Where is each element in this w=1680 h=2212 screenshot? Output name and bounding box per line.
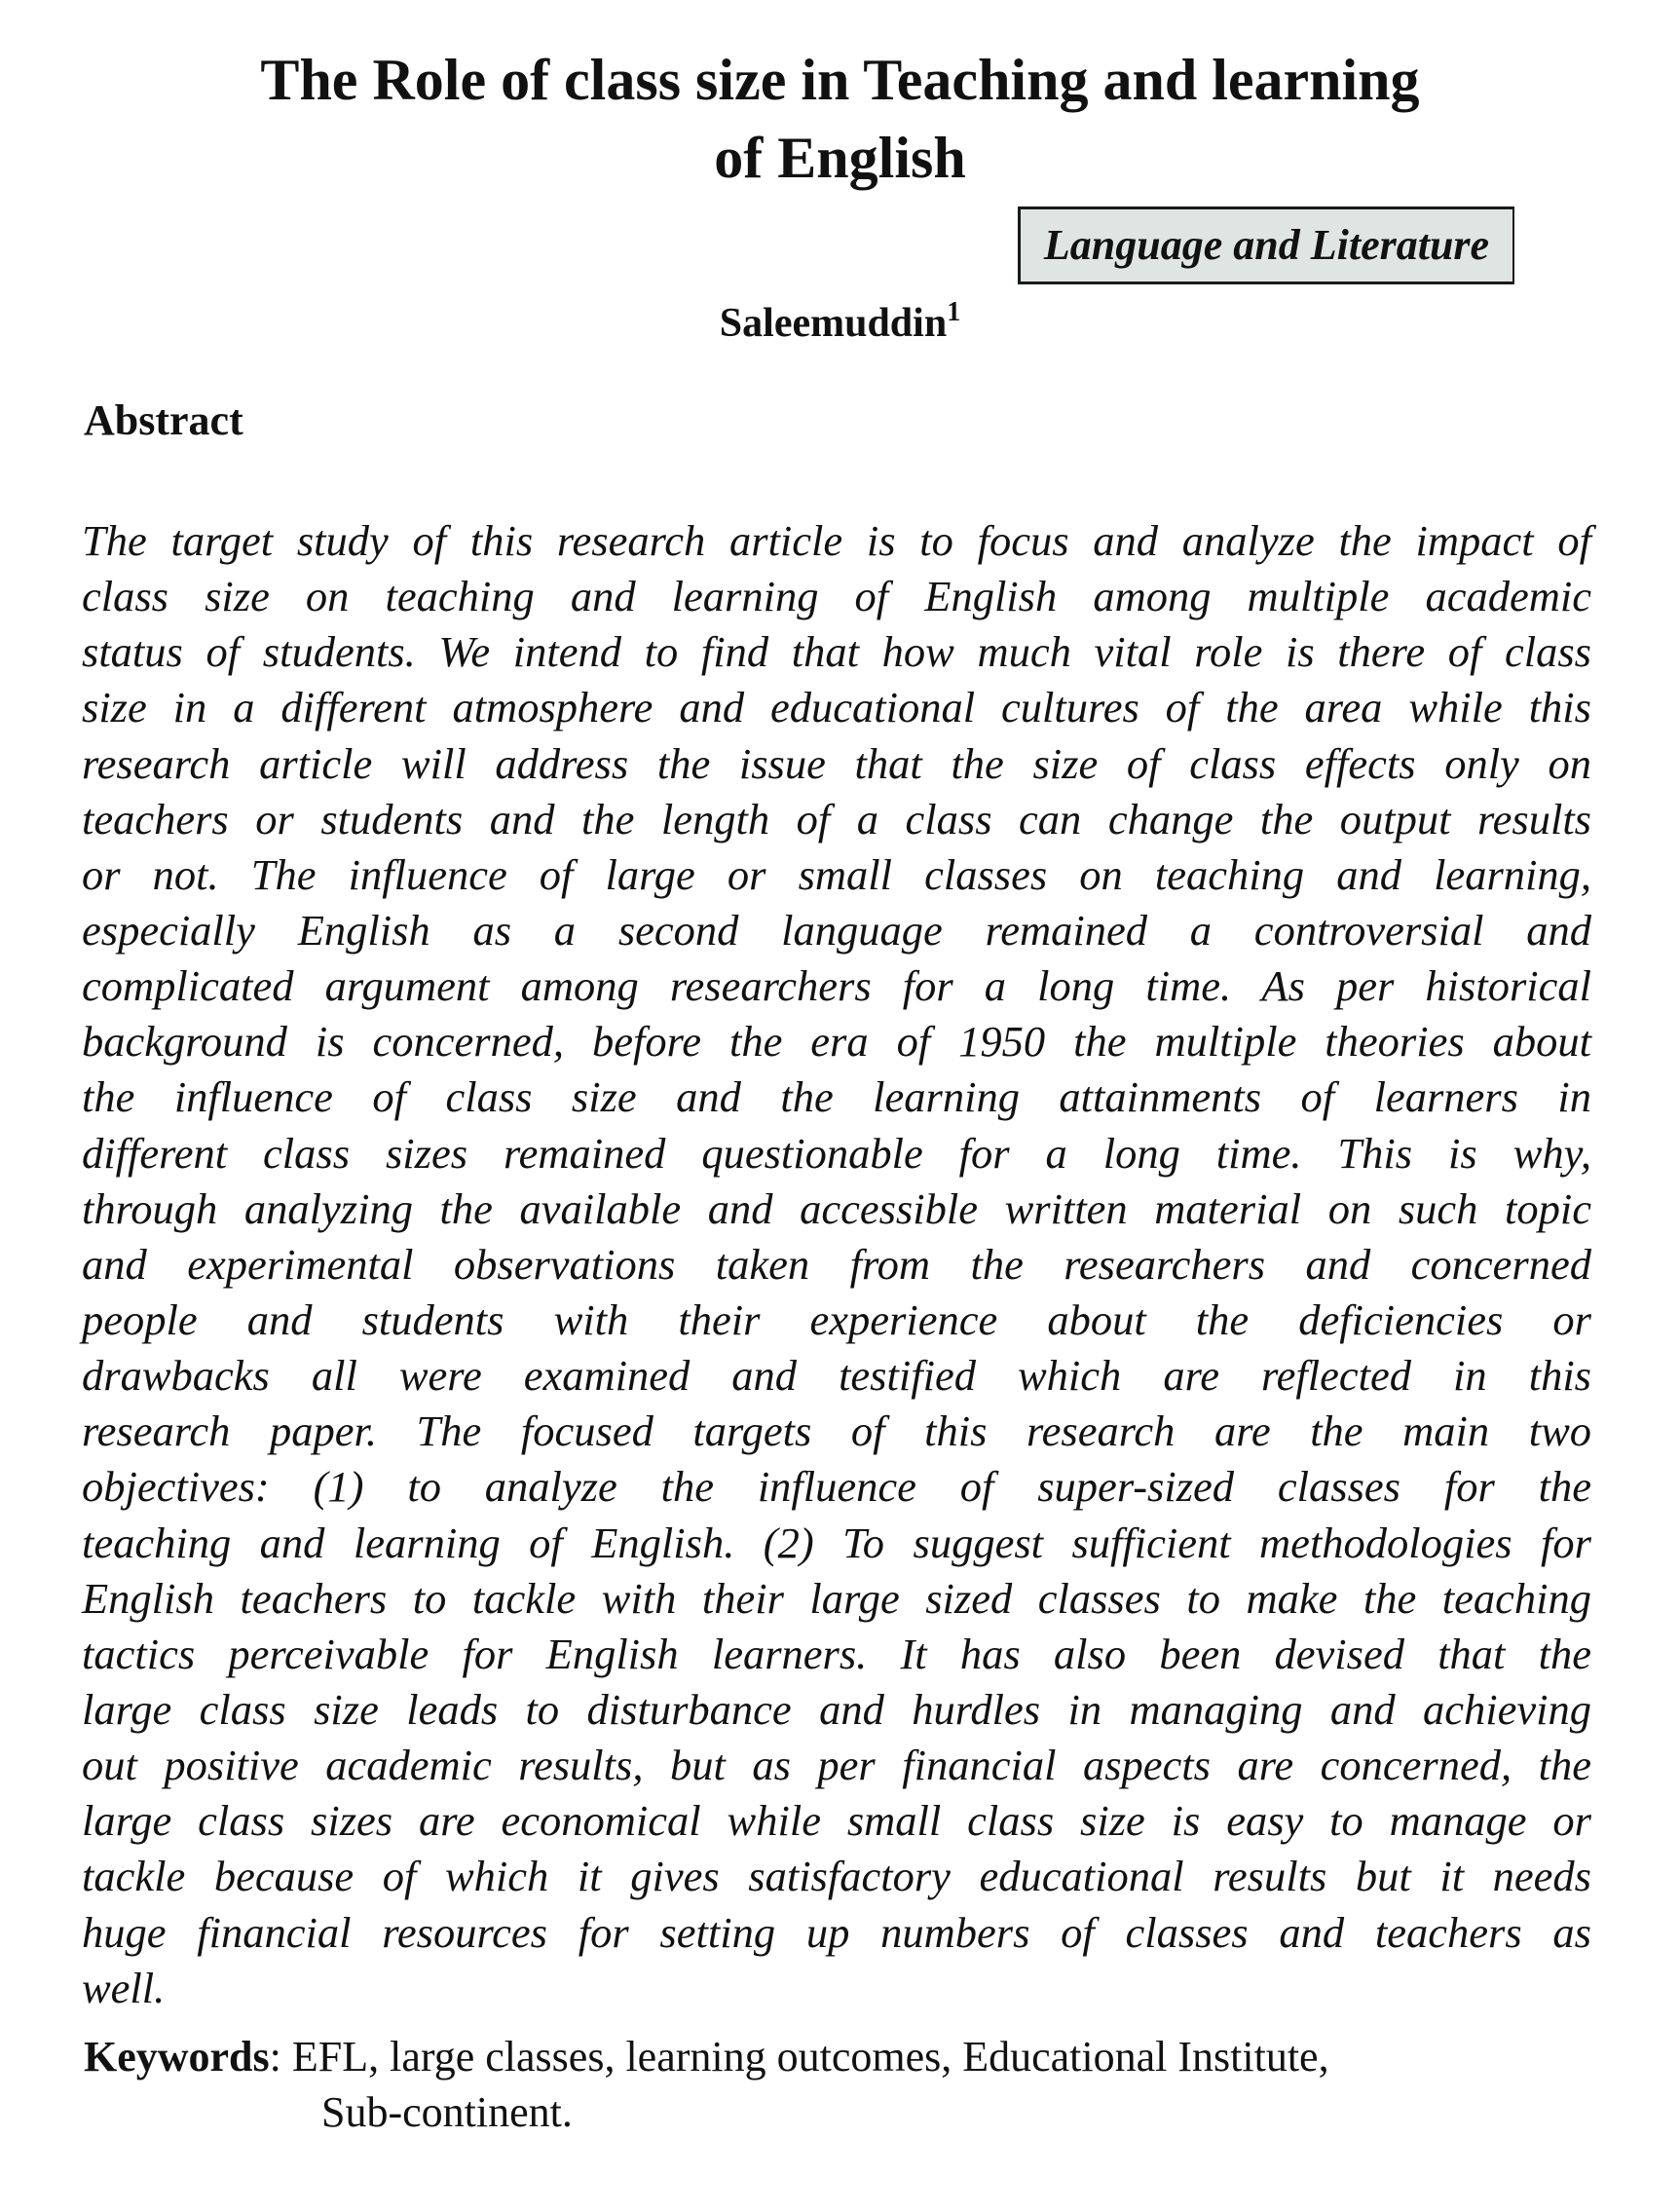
keywords-values: EFL, large classes, learning outcomes, Educational Institute, xyxy=(291,2033,1329,2081)
category-label: Language and Literature xyxy=(1043,221,1490,269)
author-name: Saleemuddin xyxy=(719,301,948,346)
abstract-line: English teachers to tackle with their large sized classes to make the teaching xyxy=(82,1573,1591,1623)
abstract-line: The target study of this research article is to focus and analyze the impact of xyxy=(82,516,1591,565)
abstract-line: different class sizes remained questionable for a long time. This is why, xyxy=(82,1128,1591,1178)
category-label-box xyxy=(1018,206,1514,284)
abstract-line: research paper. The focused targets of this research are the main two xyxy=(82,1406,1591,1456)
abstract-line: size in a different atmosphere and educational cultures of the area while this xyxy=(82,683,1591,732)
abstract-line: the influence of class size and the learning attainments of learners in xyxy=(82,1072,1591,1122)
abstract-line: class size on teaching and learning of English among multiple academic xyxy=(82,572,1591,621)
keywords-line-1 xyxy=(84,2029,1329,2084)
abstract-line: and experimental observations taken from the researchers and concerned xyxy=(82,1239,1591,1289)
abstract-line: huge financial resources for setting up numbers of classes and teachers as xyxy=(82,1907,1591,1957)
abstract-line: teaching and learning of English. (2) To suggest sufficient methodologies for xyxy=(82,1518,1591,1567)
keywords-line-2: Sub-continent. xyxy=(321,2088,573,2136)
abstract-body xyxy=(82,513,1591,2016)
abstract-line: especially English as a second language remained a controversial and xyxy=(82,905,1591,955)
abstract-line: large class size leads to disturbance and hurdles in managing and achieving xyxy=(82,1684,1591,1734)
paper-title-line-2: of English xyxy=(714,126,966,190)
abstract-line: or not. The influence of large or small classes on teaching and learning, xyxy=(82,849,1591,899)
author-line xyxy=(0,298,1680,349)
affiliation-marker: 1 xyxy=(947,297,961,327)
abstract-line: status of students. We intend to find that how much vital role is there of class xyxy=(82,627,1591,677)
keywords-separator: : xyxy=(269,2033,281,2081)
abstract-line: tackle because of which it gives satisfactory educational results but it needs xyxy=(82,1852,1591,1901)
abstract-line: well. xyxy=(82,1963,166,2012)
keywords-section xyxy=(84,2029,1329,2084)
keywords-label: Keywords xyxy=(84,2033,270,2081)
abstract-line: out positive academic results, but as per financial aspects are concerned, the xyxy=(82,1741,1591,1790)
abstract-heading: Abstract xyxy=(84,396,243,444)
abstract-line: research article will address the issue that the size of class effects only on xyxy=(82,738,1591,788)
abstract-line: tactics perceivable for English learners. It has also been devised that the xyxy=(82,1629,1591,1678)
abstract-line: objectives: (1) to analyze the influence of super-sized classes for the xyxy=(82,1462,1591,1512)
abstract-line: drawbacks all were examined and testified which are reflected in this xyxy=(82,1351,1591,1401)
paper-title-line-1: The Role of class size in Teaching and learning xyxy=(260,48,1420,112)
abstract-line: complicated argument among researchers for a long time. As per historical xyxy=(82,961,1591,1011)
abstract-line: through analyzing the available and accessible written material on such topic xyxy=(82,1183,1591,1233)
abstract-line: people and students with their experience about the deficiencies or xyxy=(82,1294,1591,1344)
abstract-line: teachers or students and the length of a class can change the output results xyxy=(82,794,1591,844)
abstract-line: large class sizes are economical while small class size is easy to manage or xyxy=(82,1796,1591,1846)
abstract-line: background is concerned, before the era of 1950 the multiple theories about xyxy=(82,1017,1591,1067)
